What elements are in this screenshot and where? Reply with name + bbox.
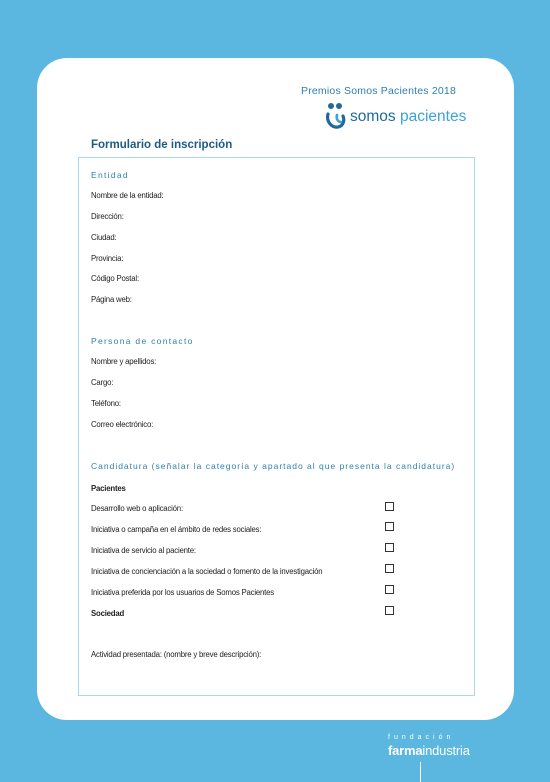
option-patient-service-label: Iniciativa de servicio al paciente: xyxy=(91,546,196,555)
header xyxy=(37,58,514,148)
province-field[interactable]: Provincia: xyxy=(91,254,124,263)
people-logo-icon xyxy=(324,102,348,132)
activity-field[interactable]: Actividad presentada: (nombre y breve descripción): xyxy=(91,650,262,659)
city-field[interactable]: Ciudad: xyxy=(91,233,117,242)
entity-section-title: Entidad xyxy=(91,170,129,180)
pacientes-group-label: Pacientes xyxy=(91,484,126,493)
option-web-app-checkbox[interactable] xyxy=(385,502,394,511)
entity-name-field[interactable]: Nombre de la entidad: xyxy=(91,191,164,200)
candidacy-section-title: Candidatura (señalar la categoría y apartado al que presenta la candidatura) xyxy=(91,461,456,471)
option-awareness-checkbox[interactable] xyxy=(385,564,394,573)
phone-field[interactable]: Teléfono: xyxy=(91,399,121,408)
logo-wordmark xyxy=(350,108,466,126)
email-field[interactable]: Correo electrónico: xyxy=(91,420,154,429)
logo-word-pacientes: pacientes xyxy=(399,108,467,125)
option-social-media-checkbox[interactable] xyxy=(385,522,394,531)
logo-word-somos: somos xyxy=(350,108,396,125)
position-field[interactable]: Cargo: xyxy=(91,378,114,387)
contact-name-field[interactable]: Nombre y apellidos: xyxy=(91,357,157,366)
option-users-favorite-checkbox[interactable] xyxy=(385,585,394,594)
option-awareness-label: Iniciativa de concienciación a la sociedad o fomento de la investigación xyxy=(91,567,323,576)
foundation-light-word: industria xyxy=(422,743,470,758)
contact-section-title: Persona de contacto xyxy=(91,336,194,346)
foundation-label: fundación xyxy=(388,734,455,741)
address-field[interactable]: Dirección: xyxy=(91,212,124,221)
somos-pacientes-logo xyxy=(324,102,467,132)
sociedad-checkbox[interactable] xyxy=(385,606,394,615)
option-web-app-label: Desarrollo web o aplicación: xyxy=(91,504,183,513)
website-field[interactable]: Página web: xyxy=(91,295,132,304)
form-sheet xyxy=(37,58,514,720)
option-users-favorite-label: Iniciativa preferida por los usuarios de Somos Pacientes xyxy=(91,588,274,597)
form-box xyxy=(78,157,475,696)
option-patient-service-checkbox[interactable] xyxy=(385,543,394,552)
sociedad-group-label: Sociedad xyxy=(91,609,125,618)
foundation-bold-word: farma xyxy=(388,743,423,758)
form-title: Formulario de inscripción xyxy=(91,139,233,151)
fundacion-farmaindustria-logo xyxy=(388,734,470,760)
postal-code-field[interactable]: Código Postal: xyxy=(91,274,139,283)
option-social-media-label: Iniciativa o campaña en el ámbito de redes sociales: xyxy=(91,525,262,534)
footer-divider xyxy=(420,762,421,782)
award-title: Premios Somos Pacientes 2018 xyxy=(300,85,456,97)
